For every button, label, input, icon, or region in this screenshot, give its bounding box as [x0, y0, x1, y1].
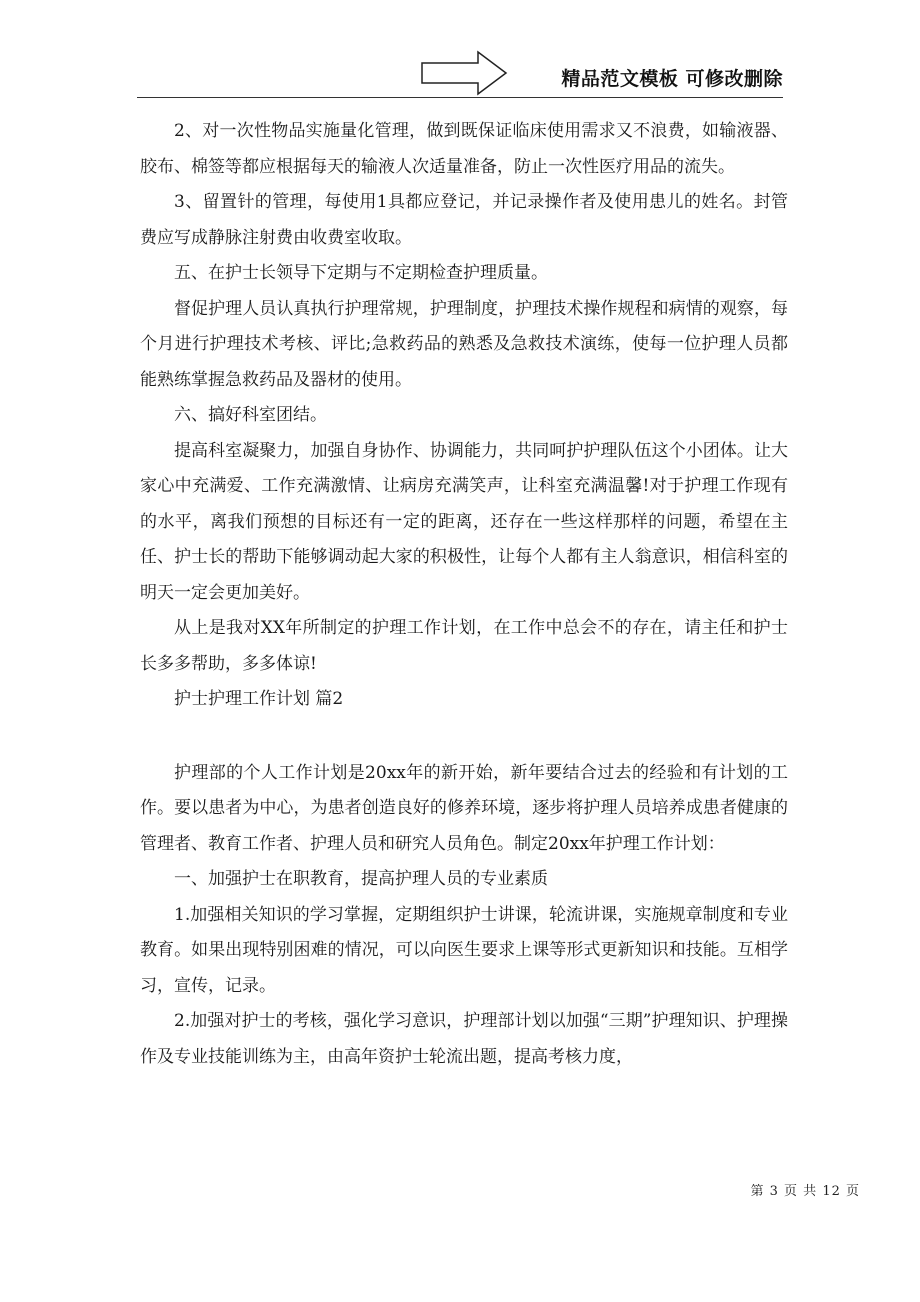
paragraph: 督促护理人员认真执行护理常规，护理制度，护理技术操作规程和病情的观察，每个月进行护理技术考核、评比;急救药品的熟悉及急救技术演练，使每一位护理人员都能熟练掌握急救药品及器材的使用。 [140, 298, 788, 390]
paragraph: 2、对一次性物品实施量化管理，做到既保证临床使用需求又不浪费，如输液器、胶布、棉签等都应根据每天的输液人次适量准备，防止一次性医疗用品的流失。 [140, 121, 788, 177]
section-heading: 五、在护士长领导下定期与不定期检查护理质量。 [174, 263, 548, 283]
section-heading: 一、加强护士在职教育，提高护理人员的专业素质 [174, 869, 548, 889]
section-heading: 六、搞好科室团结。 [174, 405, 327, 425]
right-arrow-icon [420, 50, 508, 96]
document-body [140, 114, 788, 1075]
paragraph: 护理部的个人工作计划是20xx年的新开始，新年要结合过去的经验和有计划的工作。要以患者为中心，为患者创造良好的修养环境，逐步将护理人员培养成患者健康的管理者、教育工作者、护理人员和研究人员角色。制定20xx年护理工作计划： [140, 762, 788, 854]
page-header [137, 50, 783, 98]
blank-line [140, 718, 788, 756]
paragraph: 提高科室凝聚力，加强自身协作、协调能力，共同呵护护理队伍这个小团体。让大家心中充满爱、工作充满激情、让病房充满笑声，让科室充满温馨!对于护理工作现有的水平，离我们预想的目标还有一定的距离，还存在一些这样那样的问题，希望在主任、护士长的帮助下能够调动起大家的积极性，让每个人都有主人翁意识，相信科室的明天一定会更加美好。 [140, 440, 788, 603]
paragraph: 1.加强相关知识的学习掌握，定期组织护士讲课，轮流讲课，实施规章制度和专业教育。如果出现特别困难的情况，可以向医生要求上课等形式更新知识和技能。互相学习，宣传，记录。 [140, 904, 788, 996]
header-divider [137, 97, 783, 98]
header-title: 精品范文模板 可修改删除 [561, 68, 783, 90]
paragraph: 3、留置针的管理，每使用1具都应登记，并记录操作者及使用患儿的姓名。封管费应写成静脉注射费由收费室收取。 [140, 192, 788, 248]
paragraph: 从上是我对XX年所制定的护理工作计划，在工作中总会不的存在，请主任和护士长多多帮助，多多体谅! [140, 618, 788, 674]
paragraph: 2.加强对护士的考核，强化学习意识，护理部计划以加强“三期”护理知识、护理操作及专业技能训练为主，由高年资护士轮流出题，提高考核力度， [140, 1011, 788, 1067]
page-number: 第 3 页 共 12 页 [750, 1184, 860, 1199]
article-title: 护士护理工作计划 篇2 [174, 689, 344, 709]
